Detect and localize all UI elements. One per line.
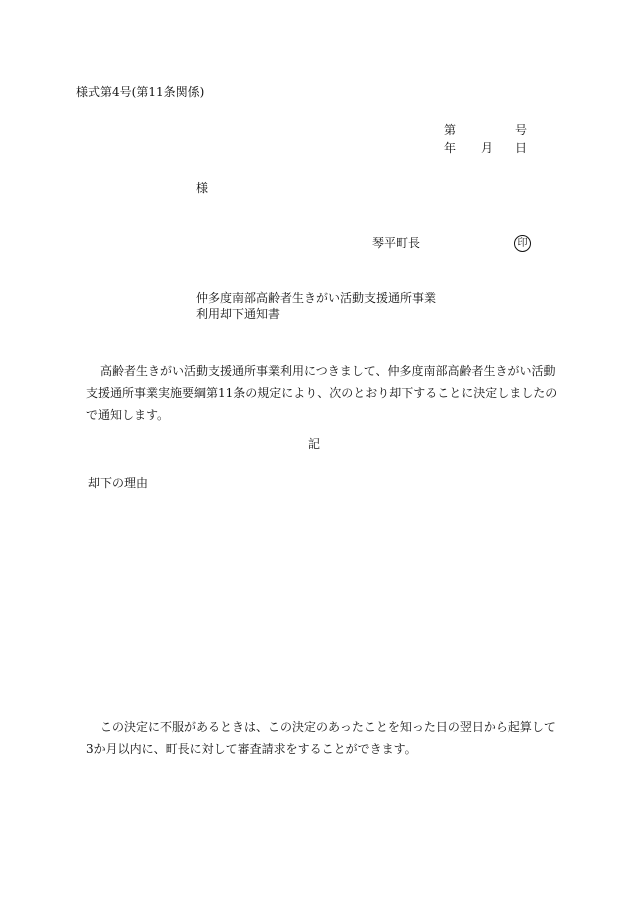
notice-line-2: 3か月以内に、町長に対して審査請求をすることができます。 — [86, 742, 417, 756]
date-day: 日 — [515, 141, 528, 155]
addressee-suffix: 様 — [196, 181, 209, 195]
rejection-reason-label: 却下の理由 — [88, 476, 149, 490]
body-paragraph — [86, 360, 576, 426]
notice-line-1: この決定に不服があるときは、この決定のあったことを知った日の翌日から起算して — [100, 720, 556, 734]
document-title-line-1: 仲多度南部高齢者生きがい活動支援通所事業 — [196, 291, 437, 305]
appeal-notice — [86, 716, 576, 760]
date-month: 月 — [481, 141, 494, 155]
document-title-line-2: 利用却下通知書 — [196, 307, 281, 321]
ki-heading: 記 — [308, 437, 321, 451]
seal-stamp: 印 — [514, 235, 531, 252]
body-line-3: で通知します。 — [86, 408, 170, 422]
date-year: 年 — [444, 141, 457, 155]
body-line-2: 支援通所事業実施要綱第11条の規定により、次のとおり却下することに決定しましたの — [86, 386, 558, 400]
form-number: 様式第4号(第11条関係) — [76, 85, 205, 99]
doc-number-prefix: 第 — [444, 123, 457, 137]
body-line-1: 高齢者生きがい活動支援通所事業利用につきまして、仲多度南部高齢者生きがい活動 — [100, 364, 556, 378]
issuer: 琴平町長 — [372, 236, 421, 250]
doc-number-suffix: 号 — [515, 123, 528, 137]
